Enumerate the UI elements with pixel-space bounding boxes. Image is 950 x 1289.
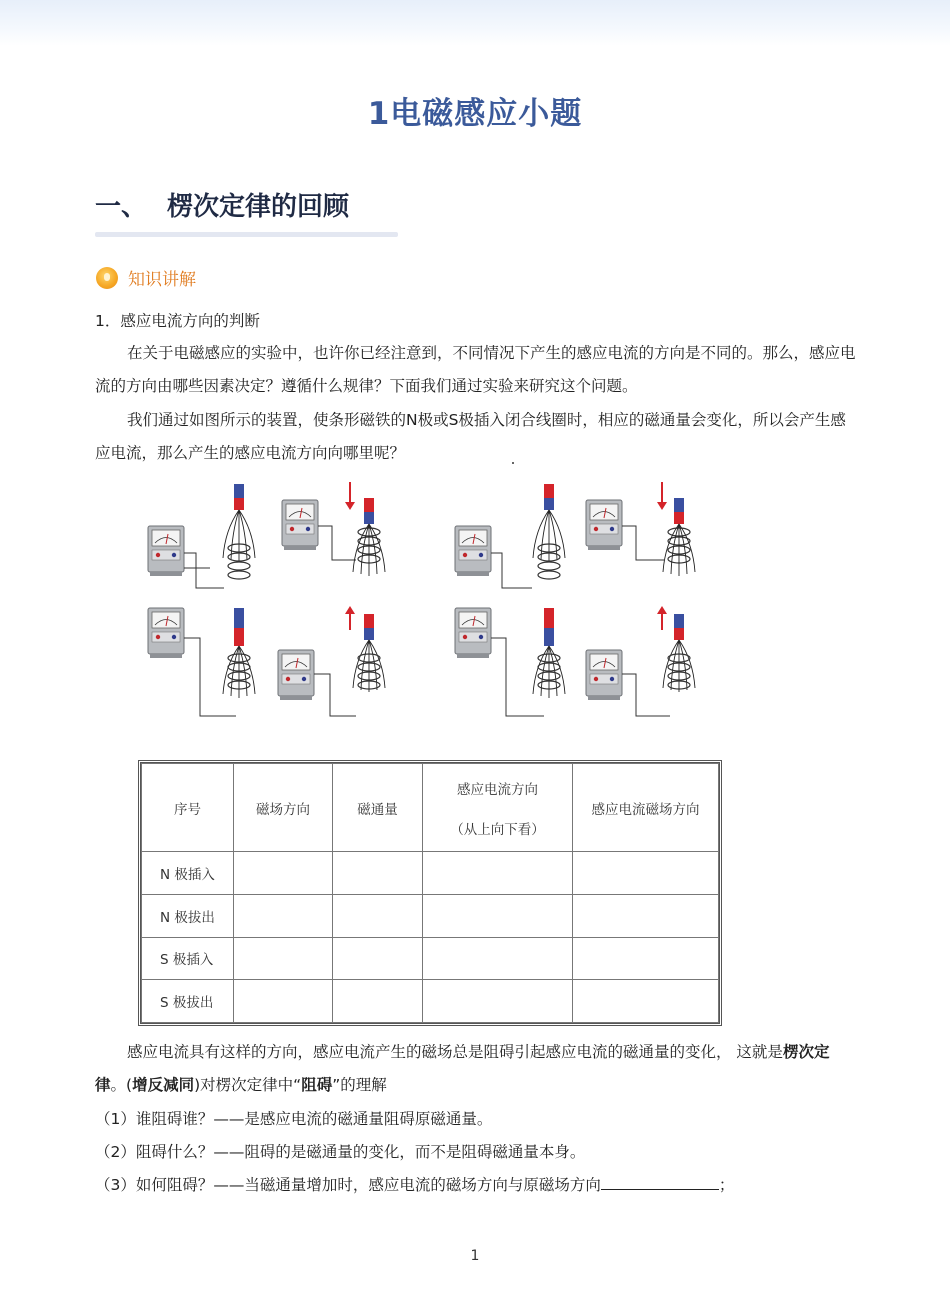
point-2: （2）阻碍什么？——阻碍的是磁通量的变化，而不是阻碍磁通量本身。 — [95, 1143, 586, 1161]
table-cell — [333, 937, 423, 980]
subheading: 1．感应电流方向的判断 — [95, 312, 260, 330]
law-mid: 对楞次定律中“ — [200, 1076, 302, 1094]
page-number: 1 — [470, 1248, 480, 1264]
lenz-law-paragraph — [95, 1036, 857, 1102]
table-cell — [234, 852, 333, 895]
paragraph-1: 在关于电磁感应的实验中，也许你已经注意到，不同情况下产生的感应电流的方向是不同的。那么，感应电流的方向由哪些因素决定？遵循什么规律？下面我们通过实验来研究这个问题。 — [95, 344, 856, 395]
table-header-cell: 磁通量 — [333, 764, 423, 852]
page-title: 1电磁感应小题 — [367, 96, 583, 132]
point-3-end: ； — [718, 1176, 735, 1194]
experiment-figure — [140, 478, 710, 726]
table-cell — [573, 937, 719, 980]
table-cell — [573, 980, 719, 1023]
table-row — [142, 937, 719, 980]
section-heading — [95, 186, 349, 223]
table-cell — [423, 852, 573, 895]
law-name: 楞次定律 — [95, 1043, 830, 1094]
table-cell — [234, 937, 333, 980]
table-cell — [234, 894, 333, 937]
table-header-row — [142, 764, 719, 852]
table-cell — [573, 894, 719, 937]
table-cell — [423, 894, 573, 937]
paragraph-2: 我们通过如图所示的装置，使条形磁铁的N极或S极插入闭合线圈时，相应的磁通量会变化，所以会产生感应电流，那么产生的感应电流方向向哪里呢？ — [95, 411, 846, 462]
law-dot: 。 — [110, 1076, 127, 1094]
knowledge-label-row — [96, 265, 196, 290]
section-underline — [95, 232, 398, 237]
table-row-label: S 极插入 — [142, 937, 234, 980]
table-row-label: N 极插入 — [142, 852, 234, 895]
table-header-cell — [423, 764, 573, 852]
point-3-text: （3）如何阻碍？——当磁通量增加时，感应电流的磁场方向与原磁场方向 — [95, 1176, 601, 1194]
table-row — [142, 894, 719, 937]
table-row — [142, 980, 719, 1023]
table-row-label: S 极拔出 — [142, 980, 234, 1023]
table-header-subtext: （从上向下看） — [450, 821, 545, 838]
table-header-cell: 序号 — [142, 764, 234, 852]
law-keyword: 阻碍 — [301, 1076, 333, 1094]
point-3 — [95, 1169, 857, 1202]
point-1: （1）谁阻碍谁？——是感应电流的磁通量阻碍原磁通量。 — [95, 1110, 493, 1128]
table-cell — [234, 980, 333, 1023]
table-cell — [333, 894, 423, 937]
stray-dot — [512, 462, 514, 464]
table-row-label: N 极拔出 — [142, 894, 234, 937]
table-header-cell: 磁场方向 — [234, 764, 333, 852]
section-number: 一、 — [95, 192, 148, 222]
law-suffix: ”的理解 — [332, 1076, 387, 1094]
lightbulb-icon — [96, 267, 118, 289]
table-cell — [573, 852, 719, 895]
law-rule: 增反减同 — [132, 1076, 195, 1094]
header-band — [0, 0, 950, 46]
law-paren-open: ( — [126, 1076, 133, 1094]
answer-blank — [601, 1175, 719, 1190]
table-header-text: 感应电流方向 — [457, 781, 538, 798]
table-cell — [423, 980, 573, 1023]
table-cell — [333, 852, 423, 895]
table-header-cell: 感应电流磁场方向 — [573, 764, 719, 852]
law-prefix: 感应电流具有这样的方向，感应电流产生的磁场总是阻碍引起感应电流的磁通量的变化， 这就是 — [127, 1043, 783, 1061]
induction-table — [138, 760, 722, 1026]
table-row — [142, 852, 719, 895]
table-cell — [333, 980, 423, 1023]
table-cell — [423, 937, 573, 980]
section-title: 楞次定律的回顾 — [167, 192, 350, 222]
law-paren-close: ) — [194, 1076, 201, 1094]
knowledge-label: 知识讲解 — [128, 270, 196, 290]
